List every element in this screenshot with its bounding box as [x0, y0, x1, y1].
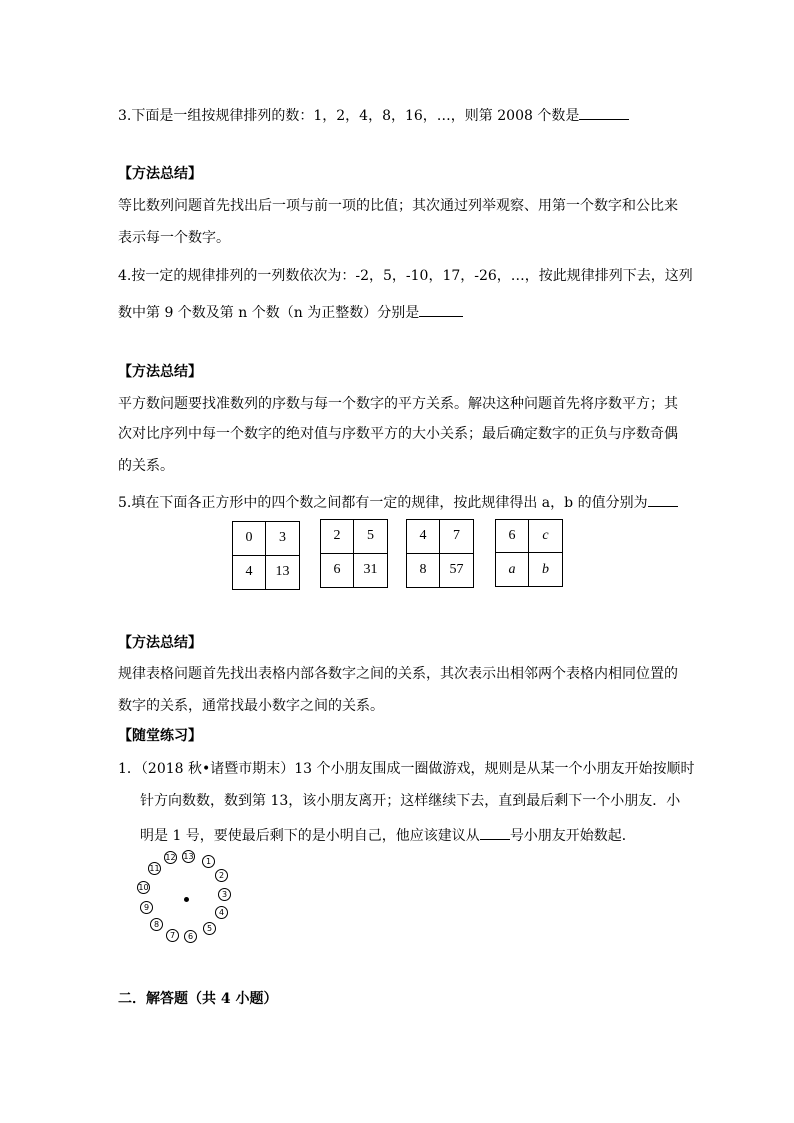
question-4	[118, 303, 463, 320]
circle-center-dot	[184, 897, 189, 902]
grid-cell: 4	[233, 556, 266, 590]
grid-cell: 3	[266, 522, 299, 556]
section-2-title: 二．解答题（共 4 小题）	[118, 991, 278, 1007]
practice-q1-line-3-text: 明是 1 号，要使最后剩下的是小明自己，他应该建议从	[140, 828, 480, 844]
child-number-11: 11	[148, 862, 161, 875]
grid-cell: 6	[321, 554, 354, 588]
answer-blank-5[interactable]	[648, 493, 678, 507]
method-summary-title-1: 【方法总结】	[118, 166, 202, 182]
grid-cell: 2	[321, 520, 354, 554]
number-grid-4	[495, 519, 563, 587]
question-3	[118, 106, 629, 123]
practice-q1-line-2: 针方向数数，数到第 13，该小朋友离开；这样继续下去，直到最后剩下一个小朋友．小	[140, 793, 681, 809]
grid-cell: b	[542, 561, 549, 577]
question-4-line-2: 数中第 9 个数及第 n 个数（n 为正整数）分别是	[118, 305, 420, 321]
method-summary-3-line-2: 数字的关系，通常找最小数字之间的关系。	[118, 698, 384, 714]
number-grid-1	[232, 521, 300, 590]
question-5-text: 5.填在下面各正方形中的四个数之间都有一定的规律，按此规律得出 a，b 的值分别为	[118, 495, 648, 511]
child-number-3: 3	[218, 888, 231, 901]
practice-title: 【随堂练习】	[118, 728, 202, 744]
method-summary-2-line-3: 的关系。	[118, 458, 174, 474]
method-summary-2-line-2: 次对比序列中每一个数字的绝对值与序数平方的大小关系；最后确定数字的正负与序数奇偶	[118, 426, 678, 442]
grid-cell: 31	[363, 562, 378, 578]
child-number-7: 7	[166, 929, 179, 942]
grid-cell: a	[496, 553, 529, 586]
number-grid-2	[320, 519, 388, 588]
child-number-1: 1	[202, 855, 215, 868]
grid-cell: 5	[354, 520, 387, 554]
child-number-9: 9	[140, 901, 153, 914]
method-summary-title-3: 【方法总结】	[118, 635, 202, 651]
grid-cell: c	[529, 520, 562, 553]
grid-cell: 4	[407, 520, 440, 554]
child-number-8: 8	[150, 918, 163, 931]
practice-q1-line-3-end: 号小朋友开始数起．	[509, 828, 636, 844]
question-3-text: 3.下面是一组按规律排列的数：1，2，4，8，16，…，则第 2008 个数是	[118, 108, 580, 124]
method-summary-1-line-2: 表示每一个数字。	[118, 230, 230, 246]
method-summary-3-line-1: 规律表格问题首先找出表格内部各数字之间的关系，其次表示出相邻两个表格内相同位置的	[118, 666, 678, 682]
child-number-10: 10	[137, 881, 150, 894]
answer-blank-practice[interactable]	[480, 826, 510, 840]
grid-cell: 6	[496, 520, 529, 553]
practice-q1-line-1: 1．（2018 秋•诸暨市期末）13 个小朋友围成一圈做游戏，规则是从某一个小朋友开始按顺时	[118, 761, 695, 777]
grid-cell: 7	[440, 520, 473, 554]
grid-cell: 8	[407, 554, 440, 588]
grid-cell: 13	[275, 564, 290, 580]
child-number-5: 5	[203, 922, 216, 935]
practice-q1-line-3	[140, 826, 636, 843]
question-4-line-1: 4.按一定的规律排列的一列数依次为：-2，5，-10，17，-26，…，按此规律排列下去，这列	[118, 268, 693, 284]
grid-cell: 0	[233, 522, 266, 556]
child-number-13: 13	[182, 850, 195, 863]
method-summary-2-line-1: 平方数问题要找准数列的序数与每一个数字的平方关系。解决这种问题首先将序数平方；其	[118, 396, 678, 412]
child-number-2: 2	[215, 869, 228, 882]
question-5	[118, 493, 678, 510]
child-number-12: 12	[164, 851, 177, 864]
grid-cell: 57	[449, 562, 464, 578]
answer-blank-3[interactable]	[579, 106, 629, 120]
child-number-6: 6	[184, 930, 197, 943]
child-number-4: 4	[215, 906, 228, 919]
number-grid-3	[406, 519, 474, 588]
answer-blank-4[interactable]	[419, 303, 463, 317]
method-summary-title-2: 【方法总结】	[118, 364, 202, 380]
method-summary-1-line-1: 等比数列问题首先找出后一项与前一项的比值；其次通过列举观察、用第一个数字和公比来	[118, 198, 678, 214]
